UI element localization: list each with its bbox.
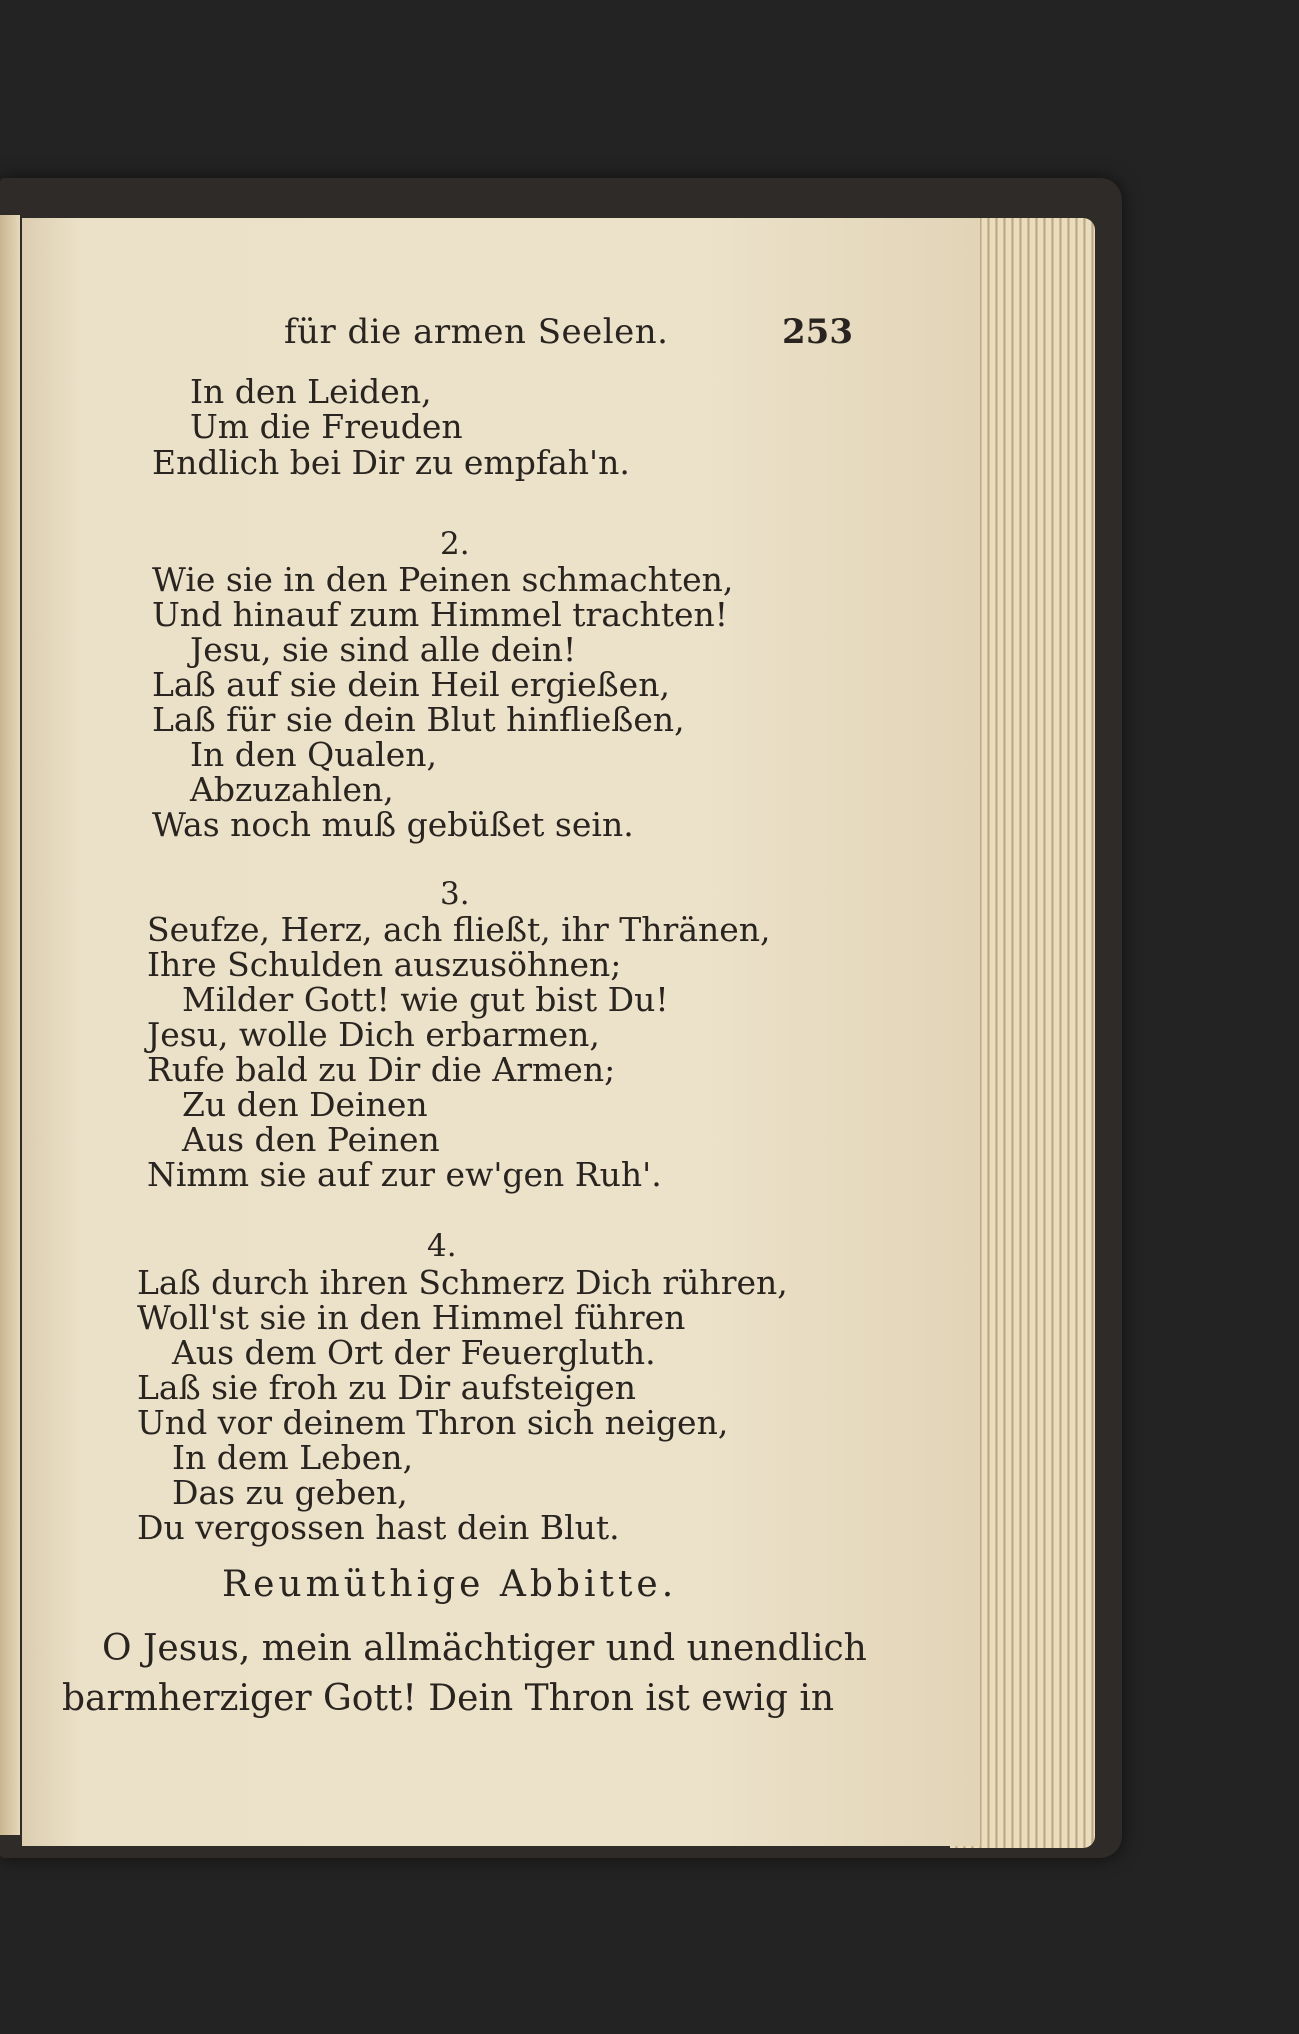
verse-line: Jesu, wolle Dich erbarmen, <box>147 1015 600 1054</box>
verse-line: Um die Freuden <box>190 407 463 446</box>
verse-line: Laß für sie dein Blut hinfließen, <box>152 700 685 739</box>
page-header <box>22 312 980 362</box>
stanza-number: 3. <box>440 876 470 912</box>
section-heading: Reumüthige Abbitte. <box>222 1564 678 1605</box>
verse-line: In den Qualen, <box>190 735 437 774</box>
verse-line: Seufze, Herz, ach fließt, ihr Thränen, <box>147 910 771 949</box>
verse-line: Aus dem Ort der Feuergluth. <box>172 1333 656 1372</box>
verse-line: Was noch muß gebüßet sein. <box>152 805 634 844</box>
verse-line: Jesu, sie sind alle dein! <box>190 630 577 669</box>
stanza-number: 2. <box>440 526 470 562</box>
left-page-edge <box>0 215 20 1835</box>
running-title: für die armen Seelen. <box>284 312 669 352</box>
verse-line: Rufe bald zu Dir die Armen; <box>147 1050 616 1089</box>
verse-line: Laß durch ihren Schmerz Dich rühren, <box>137 1263 788 1302</box>
verse-line: Und vor deinem Thron sich neigen, <box>137 1403 729 1442</box>
verse-line: Endlich bei Dir zu empfah'n. <box>152 443 630 482</box>
verse-line: Laß auf sie dein Heil ergießen, <box>152 665 670 704</box>
stanza-number: 4. <box>427 1228 457 1264</box>
verse-line: Du vergossen hast dein Blut. <box>137 1508 620 1547</box>
prose-line: O Jesus, mein allmächtiger und unendlich <box>102 1628 867 1669</box>
verse-line: Das zu geben, <box>172 1473 408 1512</box>
verse-line: Woll'st sie in den Himmel führen <box>137 1298 686 1337</box>
verse-line: Abzuzahlen, <box>190 770 394 809</box>
verse-line: In den Leiden, <box>190 372 432 411</box>
verse-line: Ihre Schulden auszusöhnen; <box>147 945 622 984</box>
prose-line: barmherziger Gott! Dein Thron ist ewig in <box>62 1678 835 1719</box>
page-number: 253 <box>782 312 853 352</box>
verse-line: Und hinauf zum Himmel trachten! <box>152 595 729 634</box>
verse-line: In dem Leben, <box>172 1438 414 1477</box>
verse-line: Aus den Peinen <box>182 1120 440 1159</box>
verse-line: Zu den Deinen <box>182 1085 428 1124</box>
verse-line: Nimm sie auf zur ew'gen Ruh'. <box>147 1155 662 1194</box>
book-page <box>22 218 980 1846</box>
verse-line: Wie sie in den Peinen schmachten, <box>152 560 734 599</box>
verse-line: Laß sie froh zu Dir aufsteigen <box>137 1368 636 1407</box>
verse-line: Milder Gott! wie gut bist Du! <box>182 980 669 1019</box>
